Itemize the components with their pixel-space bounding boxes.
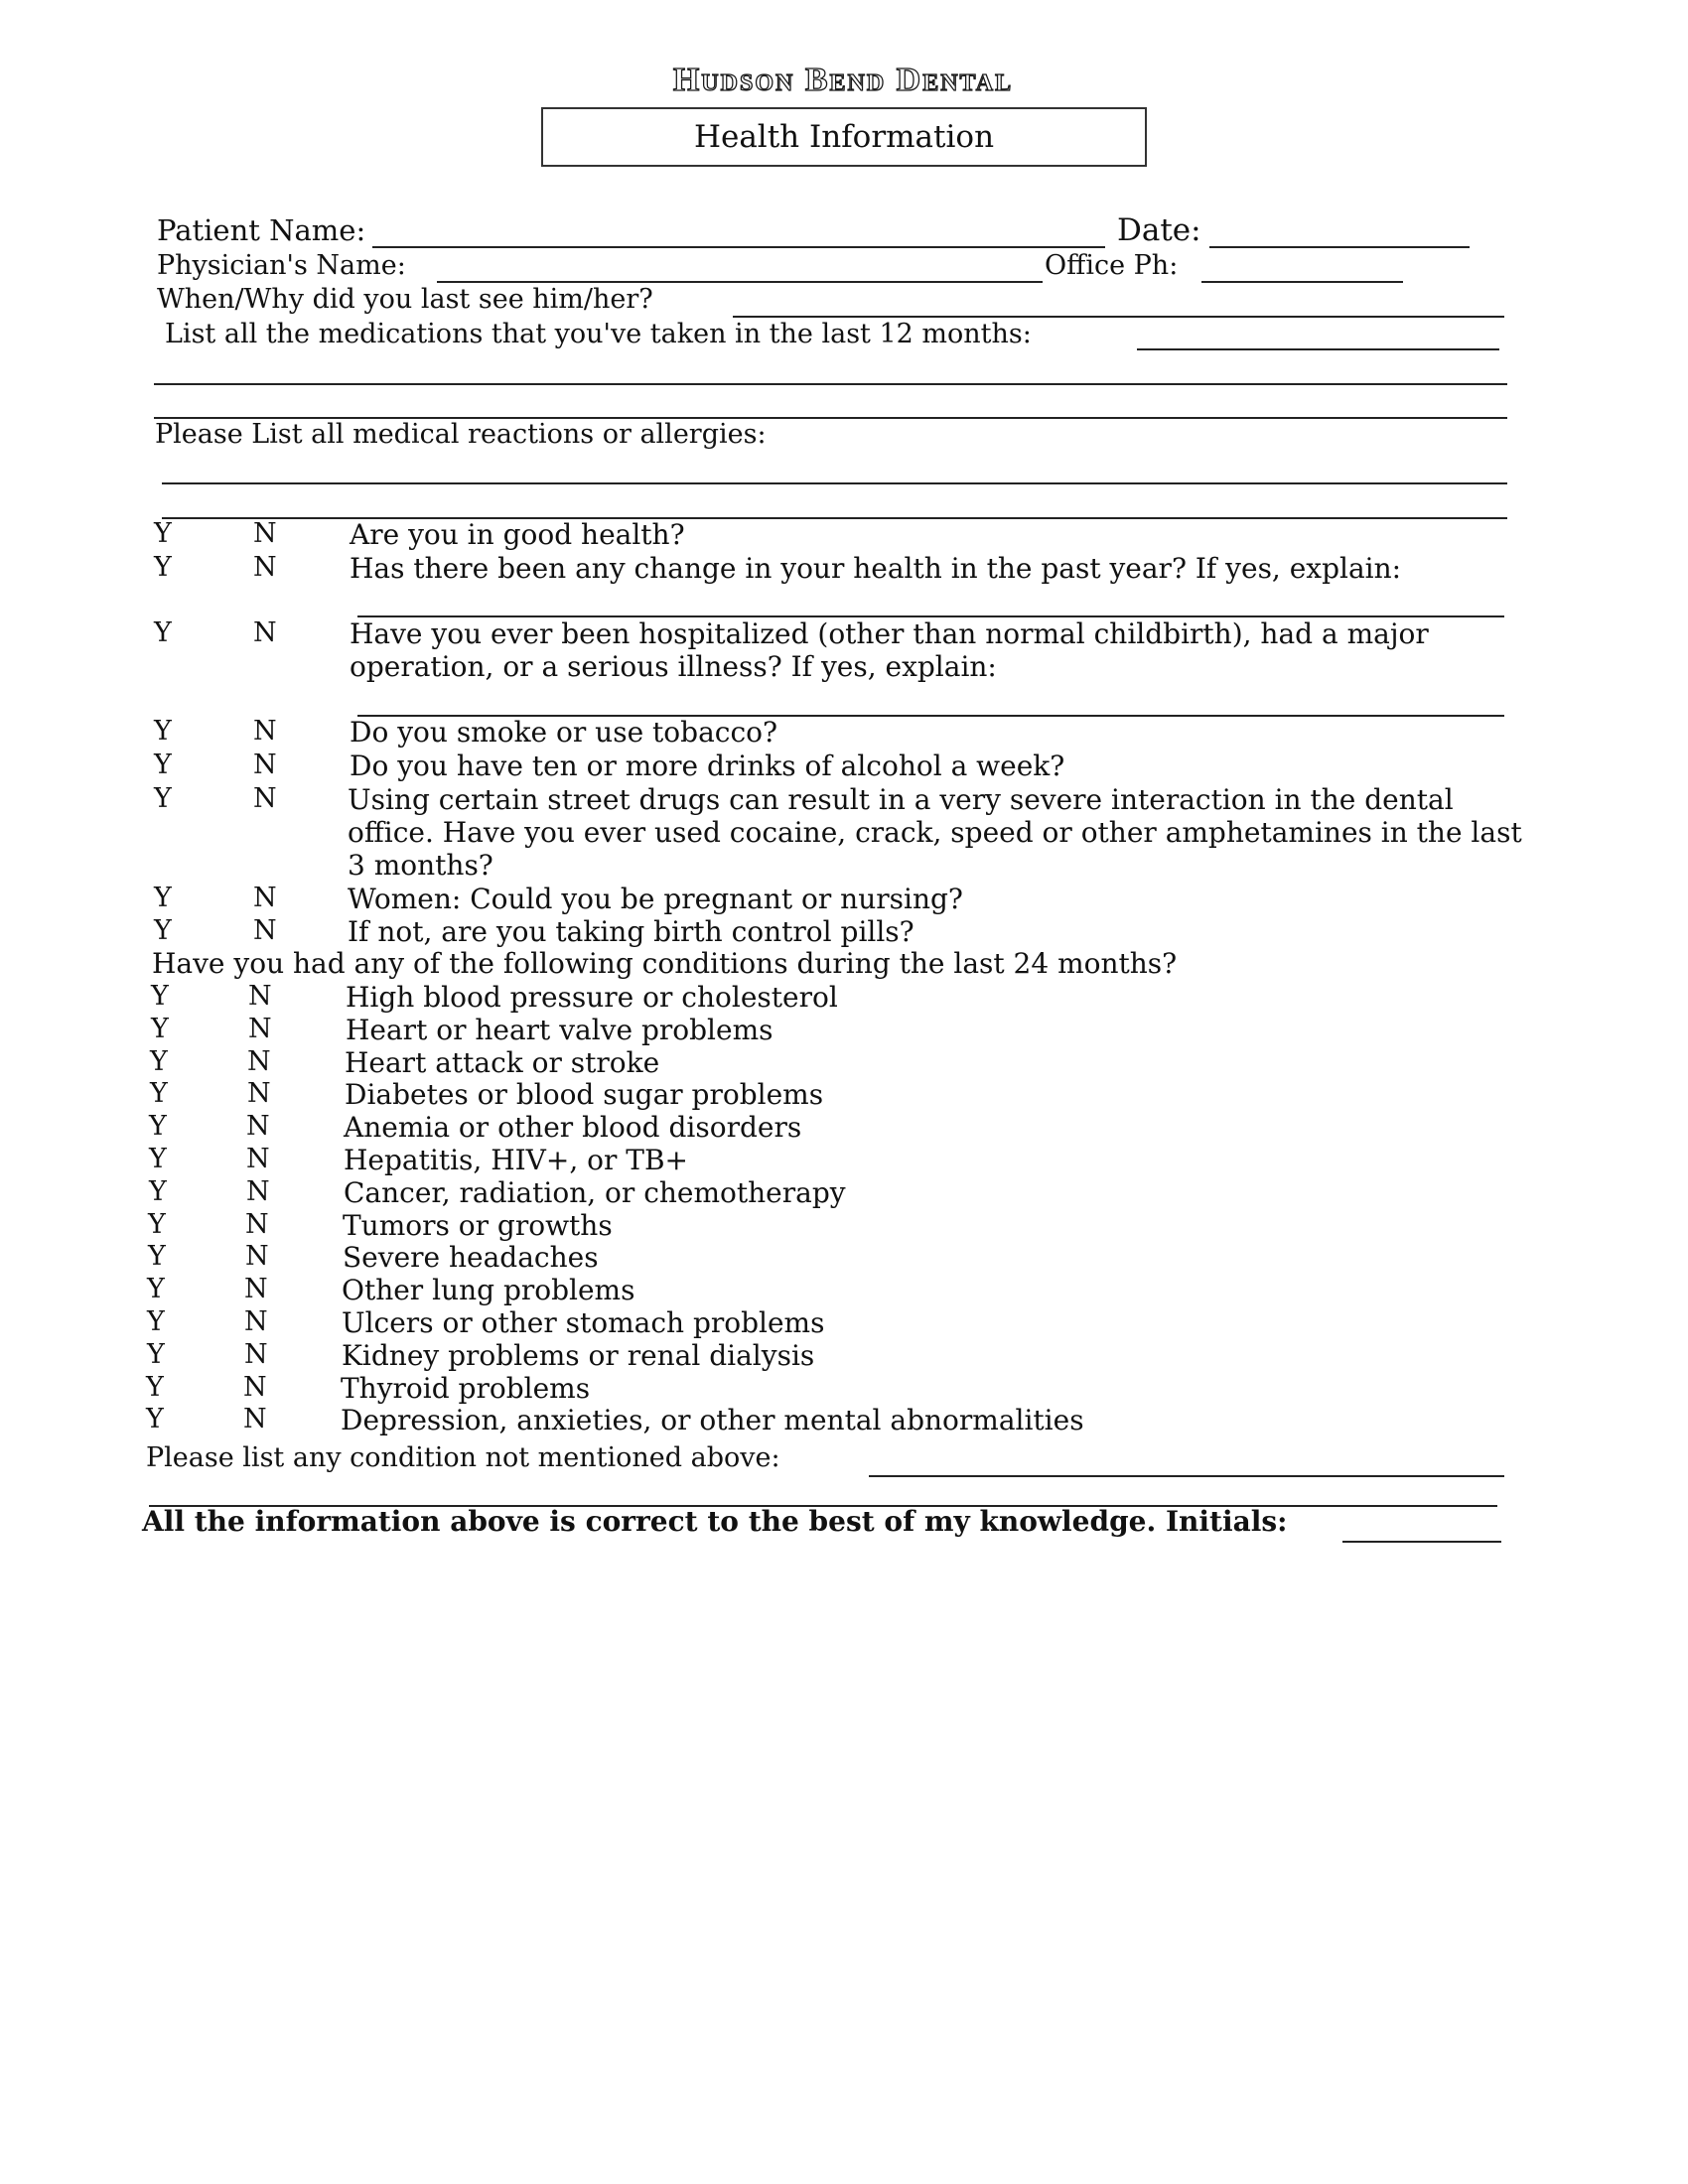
practice-logo: Hudson Bend Dental <box>672 62 1014 98</box>
condition-yes-option[interactable]: Y <box>149 1144 167 1174</box>
q3-no-option[interactable]: N <box>253 617 277 648</box>
condition-severe-headaches: Severe headaches <box>343 1241 599 1274</box>
office-phone-label: Office Ph: <box>1045 250 1179 281</box>
condition-yes-option[interactable]: Y <box>147 1306 165 1337</box>
date-label: Date: <box>1117 212 1201 248</box>
question-pregnant: Women: Could you be pregnant or nursing? <box>348 883 963 915</box>
condition-no-option[interactable]: N <box>243 1404 267 1434</box>
condition-high-blood-pressure-or-cholesterol: High blood pressure or cholesterol <box>346 981 838 1014</box>
condition-yes-option[interactable]: Y <box>147 1274 165 1304</box>
condition-yes-option[interactable]: Y <box>147 1339 165 1370</box>
condition-depression-anxieties-or-other-mental-abnormalities: Depression, anxieties, or other mental abnormalities <box>341 1404 1084 1436</box>
condition-yes-option[interactable]: Y <box>146 1404 164 1434</box>
condition-no-option[interactable]: N <box>243 1372 267 1403</box>
condition-no-option[interactable]: N <box>246 1111 270 1142</box>
condition-no-option[interactable]: N <box>244 1306 268 1337</box>
condition-thyroid-problems: Thyroid problems <box>341 1372 591 1405</box>
q3-yes-option[interactable]: Y <box>154 617 172 648</box>
condition-hepatitis-hiv-or-tb: Hepatitis, HIV+, or TB+ <box>344 1144 689 1176</box>
condition-no-option[interactable]: N <box>246 1144 270 1174</box>
q1-no-option[interactable]: N <box>253 518 277 549</box>
condition-no-option[interactable]: N <box>248 1014 272 1044</box>
medications-line-2[interactable] <box>154 383 1507 385</box>
question-birth-control: If not, are you taking birth control pills? <box>348 915 914 948</box>
initials-field[interactable] <box>1342 1541 1501 1543</box>
q5-no-option[interactable]: N <box>253 750 277 780</box>
q8-yes-option[interactable]: Y <box>154 915 172 946</box>
question-alcohol: Do you have ten or more drinks of alcohol a week? <box>350 750 1065 782</box>
condition-yes-option[interactable]: Y <box>146 1372 164 1403</box>
condition-heart-attack-or-stroke: Heart attack or stroke <box>345 1046 660 1079</box>
date-field[interactable] <box>1209 246 1470 248</box>
allergies-label: Please List all medical reactions or allergies: <box>155 419 767 450</box>
physician-name-label: Physician's Name: <box>157 250 406 281</box>
q8-no-option[interactable]: N <box>253 915 277 946</box>
question-tobacco: Do you smoke or use tobacco? <box>350 716 778 749</box>
condition-ulcers-or-other-stomach-problems: Ulcers or other stomach problems <box>342 1306 825 1339</box>
condition-no-option[interactable]: N <box>244 1274 268 1304</box>
other-conditions-label: Please list any condition not mentioned above: <box>146 1442 780 1473</box>
conditions-heading: Have you had any of the following conditions during the last 24 months? <box>152 947 1178 980</box>
condition-no-option[interactable]: N <box>245 1209 269 1240</box>
condition-heart-or-heart-valve-problems: Heart or heart valve problems <box>346 1014 774 1046</box>
condition-no-option[interactable]: N <box>246 1176 270 1207</box>
question-hospitalized: Have you ever been hospitalized (other than normal childbirth), had a major operation, or a serious illness? If yes, explain: <box>350 617 1429 683</box>
q4-no-option[interactable]: N <box>253 716 277 747</box>
other-conditions-field[interactable] <box>869 1475 1504 1477</box>
condition-tumors-or-growths: Tumors or growths <box>343 1209 613 1242</box>
q4-yes-option[interactable]: Y <box>154 716 172 747</box>
office-phone-field[interactable] <box>1201 281 1403 283</box>
condition-yes-option[interactable]: Y <box>149 1176 167 1207</box>
question-street-drugs: Using certain street drugs can result in a very severe interaction in the dental office. Have you ever used cocaine, crack, speed or other amphetamines in the last 3 months? <box>348 783 1522 882</box>
question-health-change: Has there been any change in your health in the past year? If yes, explain: <box>350 552 1402 585</box>
condition-no-option[interactable]: N <box>248 981 272 1012</box>
attestation-statement: All the information above is correct to the best of my knowledge. Initials: <box>142 1505 1288 1538</box>
allergies-line-1[interactable] <box>162 482 1507 484</box>
q1-yes-option[interactable]: Y <box>154 518 172 549</box>
condition-no-option[interactable]: N <box>244 1339 268 1370</box>
condition-yes-option[interactable]: Y <box>151 981 169 1012</box>
q7-yes-option[interactable]: Y <box>154 883 172 913</box>
q2-no-option[interactable]: N <box>253 552 277 583</box>
q5-yes-option[interactable]: Y <box>154 750 172 780</box>
condition-yes-option[interactable]: Y <box>150 1046 168 1077</box>
last-visit-label: When/Why did you last see him/her? <box>157 284 653 315</box>
condition-diabetes-or-blood-sugar-problems: Diabetes or blood sugar problems <box>345 1078 824 1111</box>
q6-yes-option[interactable]: Y <box>154 783 172 814</box>
condition-other-lung-problems: Other lung problems <box>342 1274 635 1306</box>
patient-name-label: Patient Name: <box>157 213 366 247</box>
condition-yes-option[interactable]: Y <box>150 1078 168 1109</box>
q6-no-option[interactable]: N <box>253 783 277 814</box>
condition-no-option[interactable]: N <box>247 1078 271 1109</box>
condition-yes-option[interactable]: Y <box>148 1241 166 1272</box>
condition-yes-option[interactable]: Y <box>148 1209 166 1240</box>
condition-cancer-radiation-or-chemotherapy: Cancer, radiation, or chemotherapy <box>344 1176 846 1209</box>
patient-name-field[interactable] <box>372 246 1105 248</box>
question-good-health: Are you in good health? <box>350 518 685 551</box>
condition-no-option[interactable]: N <box>247 1046 271 1077</box>
condition-yes-option[interactable]: Y <box>151 1014 169 1044</box>
form-title: Health Information <box>541 107 1147 167</box>
condition-yes-option[interactable]: Y <box>149 1111 167 1142</box>
condition-no-option[interactable]: N <box>245 1241 269 1272</box>
medications-field[interactable] <box>1137 348 1499 350</box>
medications-label: List all the medications that you've taken in the last 12 months: <box>165 319 1032 349</box>
condition-anemia-or-other-blood-disorders: Anemia or other blood disorders <box>344 1111 802 1144</box>
condition-kidney-problems-or-renal-dialysis: Kidney problems or renal dialysis <box>342 1339 815 1372</box>
q7-no-option[interactable]: N <box>253 883 277 913</box>
q2-yes-option[interactable]: Y <box>154 552 172 583</box>
